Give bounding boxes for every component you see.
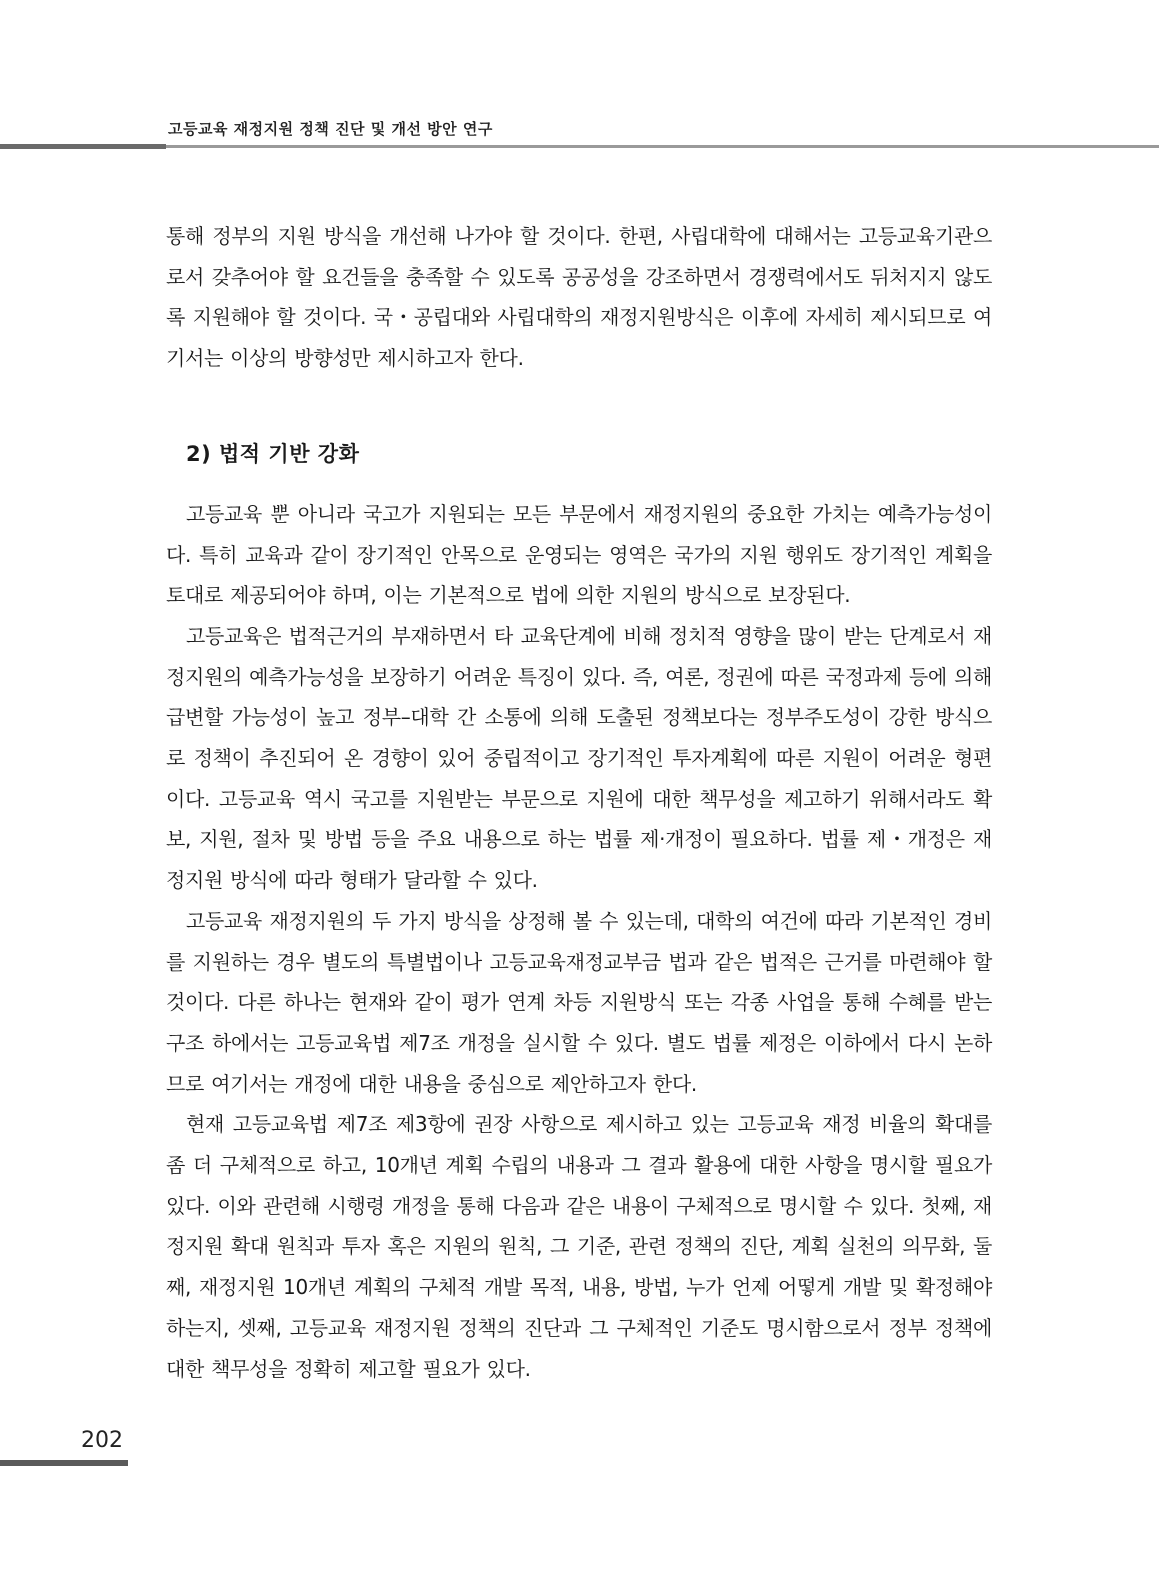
section-heading: 2) 법적 기반 강화 — [186, 441, 360, 466]
body-paragraph-2: 고등교육은 법적근거의 부재하면서 타 교육단계에 비해 정치적 영향을 많이 받는 단계로서 재정지원의 예측가능성을 보장하기 어려운 특징이 있다. 즉, 여론, 정권에 따른 국정과제 등에 의해 급변할 가능성이 높고 정부–대학 간 소통에 의해 도출된 정책보다는 정부주도성이 강한 방식으로 정책이 추진되어 온 경향이 있어 중립적이고 장기적인 투자계획에 따른 지원이 어려운 형편이다. 고등교육 역시 국고를 지원받는 부문으로 지원에 대한 책무성을 제고하기 위해서라도 확보, 지원, 절차 및 방법 등을 주요 내용으로 하는 법률 제·개정이 필요하다. 법률 제・개정은 재정지원 방식에 따라 형태가 달라할 수 있다. — [166, 623, 992, 893]
body-paragraph-3: 고등교육 재정지원의 두 가지 방식을 상정해 볼 수 있는데, 대학의 여건에 따라 기본적인 경비를 지원하는 경우 별도의 특별법이나 고등교육재정교부금 법과 같은 법적은 근거를 마련해야 할 것이다. 다른 하나는 현재와 같이 평가 연계 차등 지원방식 또는 각종 사업을 통해 수혜를 받는 구조 하에서는 고등교육법 제7조 개정을 실시할 수 있다. 별도 법률 제정은 이하에서 다시 논하므로 여기서는 개정에 대한 내용을 중심으로 제안하고자 한다. — [166, 908, 992, 1096]
header-divider-accent — [0, 144, 166, 149]
page-number: 202 — [81, 1428, 123, 1453]
page-body — [166, 216, 992, 1389]
body-paragraph-4: 현재 고등교육법 제7조 제3항에 권장 사항으로 제시하고 있는 고등교육 재정 비율의 확대를 좀 더 구체적으로 하고, 10개년 계획 수립의 내용과 그 결과 활용에 대한 사항을 명시할 필요가 있다. 이와 관련해 시행령 개정을 통해 다음과 같은 내용이 구체적으로 명시할 수 있다. 첫째, 재정지원 확대 원칙과 투자 혹은 지원의 원칙, 그 기준, 관련 정책의 진단, 계획 실천의 의무화, 둘째, 재정지원 10개년 계획의 구체적 개발 목적, 내용, 방법, 누가 언제 어떻게 개발 및 확정해야 하는지, 셋째, 고등교육 재정지원 정책의 진단과 그 구체적인 기준도 명시함으로서 정부 정책에 대한 책무성을 정확히 제고할 필요가 있다. — [166, 1112, 992, 1381]
running-header-title: 고등교육 재정지원 정책 진단 및 개선 방안 연구 — [168, 120, 493, 138]
header-divider — [0, 145, 1159, 148]
intro-paragraph: 통해 정부의 지원 방식을 개선해 나가야 할 것이다. 한편, 사립대학에 대해서는 고등교육기관으로서 갖추어야 할 요건들을 충족할 수 있도록 공공성을 강조하면서 경쟁력에서도 뒤처지지 않도록 지원해야 할 것이다. 국・공립대와 사립대학의 재정지원방식은 이후에 자세히 제시되므로 여기서는 이상의 방향성만 제시하고자 한다. — [166, 224, 992, 371]
body-paragraph-1: 고등교육 뿐 아니라 국고가 지원되는 모든 부문에서 재정지원의 중요한 가치는 예측가능성이다. 특히 교육과 같이 장기적인 안목으로 운영되는 영역은 국가의 지원 행위도 장기적인 계획을 토대로 제공되어야 하며, 이는 기본적으로 법에 의한 지원의 방식으로 보장된다. — [166, 501, 992, 608]
footer-divider — [0, 1460, 128, 1466]
